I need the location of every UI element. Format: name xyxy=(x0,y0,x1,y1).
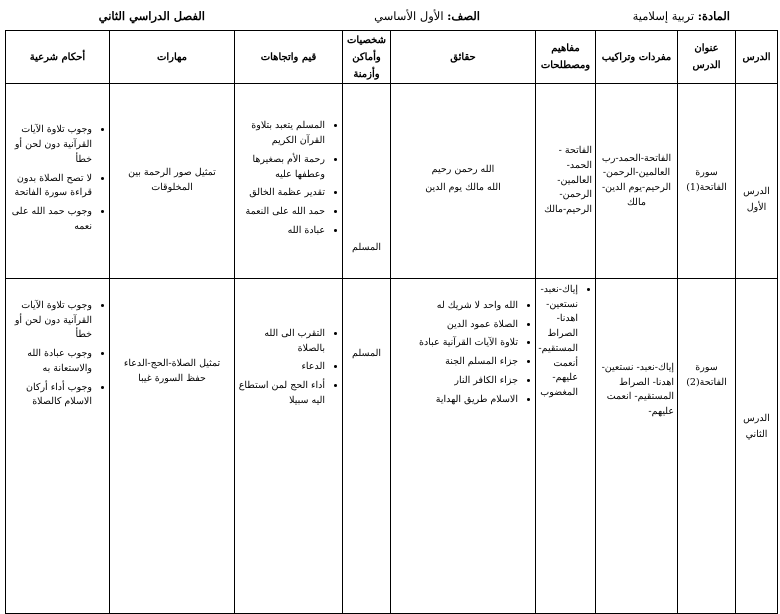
fact-item: • تلاوة الآيات القرآنية عبادة xyxy=(394,336,518,351)
col-skills: مهارات xyxy=(110,31,235,84)
lesson-cell: الدرس الثاني xyxy=(736,279,778,614)
value-item: • حمد الله على النعمة xyxy=(238,205,325,220)
curriculum-table xyxy=(5,30,778,614)
value-item: • تقدير عظمة الخالق xyxy=(238,186,325,201)
subject-label: المادة: xyxy=(697,9,730,23)
fact-item: الله مالك يوم الدين xyxy=(425,182,501,193)
title-cell: سورة الفاتحة(1) xyxy=(678,84,736,279)
term-item: • إياك-نعبد- نستعين- اهدنا- الصراط المستقيم- أنعمت عليهم- المغضوب xyxy=(539,283,578,401)
term-label: الفصل الدراسي الثاني xyxy=(98,9,205,23)
value-item: • رحمة الأم بصغيرها وعطفها عليه xyxy=(238,153,325,182)
header-row xyxy=(6,31,778,84)
fact-item: • الله واحد لا شريك له xyxy=(394,299,518,314)
col-people: شخصيات وأماكن وأزمنة xyxy=(343,31,391,84)
value-item: • عبادة الله xyxy=(238,224,325,239)
people-cell: المسلم xyxy=(343,84,391,279)
values-cell xyxy=(235,84,343,279)
skills-cell: تمثيل صور الرحمة بين المخلوقات xyxy=(110,84,235,279)
value-item: • أداء الحج لمن استطاع اليه سبيلا xyxy=(238,379,325,408)
col-lesson: الدرس xyxy=(736,31,778,84)
vocab-cell: الفاتحة-الحمد-رب العالمين-الرحمن-الرحيم-يوم الدين-مالك xyxy=(596,84,678,279)
title-cell: سورة الفاتحة(2) xyxy=(678,279,736,614)
lesson-cell: الدرس الأول xyxy=(736,84,778,279)
facts-cell xyxy=(391,279,536,614)
rule-item: • وجوب أداء أركان الاسلام كالصلاة xyxy=(9,381,92,410)
value-item: • المسلم يتعبد بتلاوة القرآن الكريم xyxy=(238,119,325,148)
rule-item: • لا تصح الصلاة بدون قراءة سورة الفاتحة xyxy=(9,172,92,201)
class-info xyxy=(374,9,480,23)
col-values: قيم واتجاهات xyxy=(235,31,343,84)
col-facts: حقائق xyxy=(391,31,536,84)
skills-cell: تمثيل الصلاة-الحج-الدعاء حفظ السورة غيبا xyxy=(110,279,235,614)
fact-item: • جزاء الكافر النار xyxy=(394,374,518,389)
subject-info xyxy=(633,9,730,23)
col-title: عنوان الدرس xyxy=(678,31,736,84)
col-vocab: مفردات وتراكيب xyxy=(596,31,678,84)
vocab-cell: إياك-نعبد- نستعين-اهدنا- الصراط المستقيم- انعمت عليهم- xyxy=(596,279,678,614)
people-cell: المسلم xyxy=(343,279,391,614)
rule-item: • وجوب حمد الله على نعمه xyxy=(9,205,92,234)
rule-item: • وجوب تلاوة الآيات القرآنية دون لحن أو خطأ xyxy=(9,299,92,343)
value-item: • الدعاء xyxy=(238,360,325,375)
class-label: الصف: xyxy=(447,9,480,23)
term-info xyxy=(99,9,205,23)
rule-item: • وجوب تلاوة الآيات القرآنية دون لحن أو خطأ xyxy=(9,123,92,167)
terms-cell xyxy=(536,279,596,614)
value-item: • التقرب الى الله بالصلاة xyxy=(238,327,325,356)
col-rules: أحكام شرعية xyxy=(6,31,110,84)
info-row xyxy=(0,9,780,27)
table-row xyxy=(6,84,778,279)
class-value: الأول الأساسي xyxy=(374,9,444,23)
fact-item: • الاسلام طريق الهداية xyxy=(394,393,518,408)
fact-item: • الصلاة عمود الدين xyxy=(394,318,518,333)
rules-cell xyxy=(6,279,110,614)
table-row xyxy=(6,279,778,614)
col-terms: مفاهيم ومصطلحات xyxy=(536,31,596,84)
fact-item: • جزاء المسلم الجنة xyxy=(394,355,518,370)
facts-cell xyxy=(391,84,536,279)
subject-value: تربية إسلامية xyxy=(632,9,695,23)
values-cell xyxy=(235,279,343,614)
rules-cell xyxy=(6,84,110,279)
rule-item: • وجوب عبادة الله والاستعانة به xyxy=(9,347,92,376)
terms-cell: الفاتحة - الحمد- العالمين- الرحمن- الرحيم-مالك xyxy=(536,84,596,279)
fact-item: الله رحمن رحيم xyxy=(431,164,495,176)
